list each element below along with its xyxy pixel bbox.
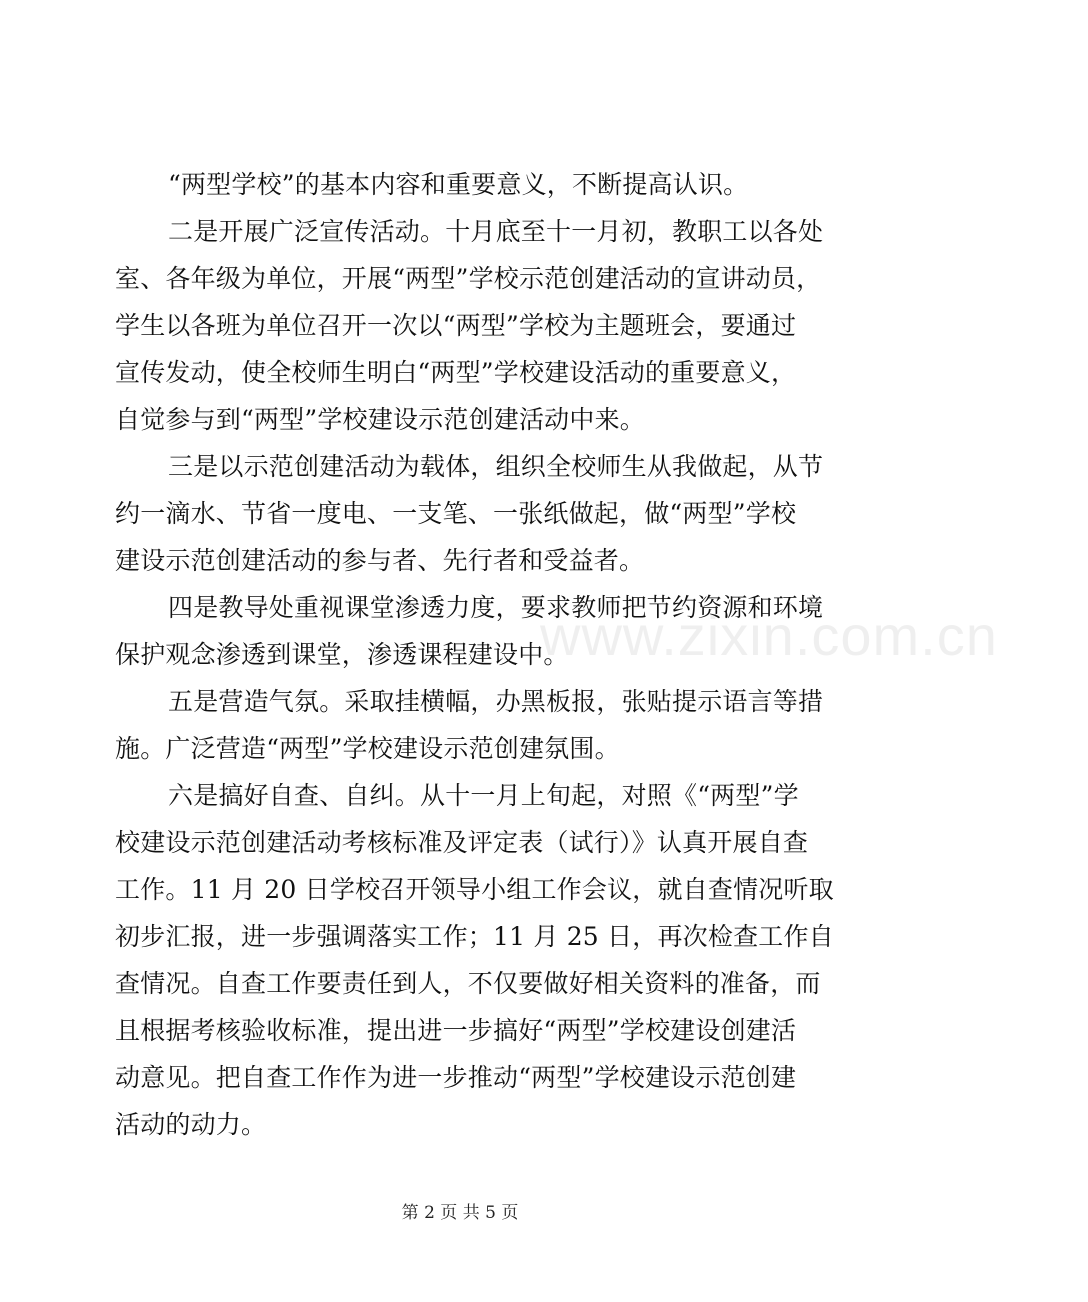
body-line: 室、各年级为单位，开展“两型”学校示范创建活动的宣讲动员， <box>115 264 822 293</box>
body-line: 五是营造气氛。采取挂横幅，办黑板报，张贴提示语言等措 <box>168 687 824 716</box>
body-line: 学生以各班为单位召开一次以“两型”学校为主题班会，要通过 <box>115 311 797 340</box>
body-line: 三是以示范创建活动为载体，组织全校师生从我做起，从节 <box>168 452 824 481</box>
body-line: 活动的动力。 <box>115 1110 267 1139</box>
watermark: www.zixin.com.cn <box>540 604 998 667</box>
body-line: 建设示范创建活动的参与者、先行者和受益者。 <box>115 546 645 575</box>
body-line: 六是搞好自查、自纠。从十一月上旬起，对照《“两型”学 <box>168 781 799 810</box>
body-line: 且根据考核验收标准，提出进一步搞好“两型”学校建设创建活 <box>115 1016 797 1045</box>
body-line: “两型学校”的基本内容和重要意义，不断提高认识。 <box>168 170 749 199</box>
body-line: 自觉参与到“两型”学校建设示范创建活动中来。 <box>115 405 645 434</box>
body-line: 工作。11 月 20 日学校召开领导小组工作会议，就自查情况听取 <box>115 875 834 904</box>
page-footer: 第 2 页 共 5 页 <box>401 1203 519 1223</box>
body-line: 施。广泛营造“两型”学校建设示范创建氛围。 <box>115 734 620 763</box>
body-line: 宣传发动，使全校师生明白“两型”学校建设活动的重要意义， <box>115 358 797 387</box>
body-line: 四是教导处重视课堂渗透力度，要求教师把节约资源和环境 <box>168 593 824 622</box>
body-line: 保护观念渗透到课堂，渗透课程建设中。 <box>115 640 569 669</box>
body-line: 初步汇报，进一步强调落实工作；11 月 25 日，再次检查工作自 <box>115 922 834 951</box>
body-line: 二是开展广泛宣传活动。十月底至十一月初，教职工以各处 <box>168 217 824 246</box>
body-line: 校建设示范创建活动考核标准及评定表（试行）》认真开展自查 <box>115 828 809 857</box>
body-line: 查情况。自查工作要责任到人，不仅要做好相关资料的准备，而 <box>115 969 821 998</box>
body-line: 约一滴水、节省一度电、一支笔、一张纸做起，做“两型”学校 <box>115 499 797 528</box>
body-line: 动意见。把自查工作作为进一步推动“两型”学校建设示范创建 <box>115 1063 797 1092</box>
